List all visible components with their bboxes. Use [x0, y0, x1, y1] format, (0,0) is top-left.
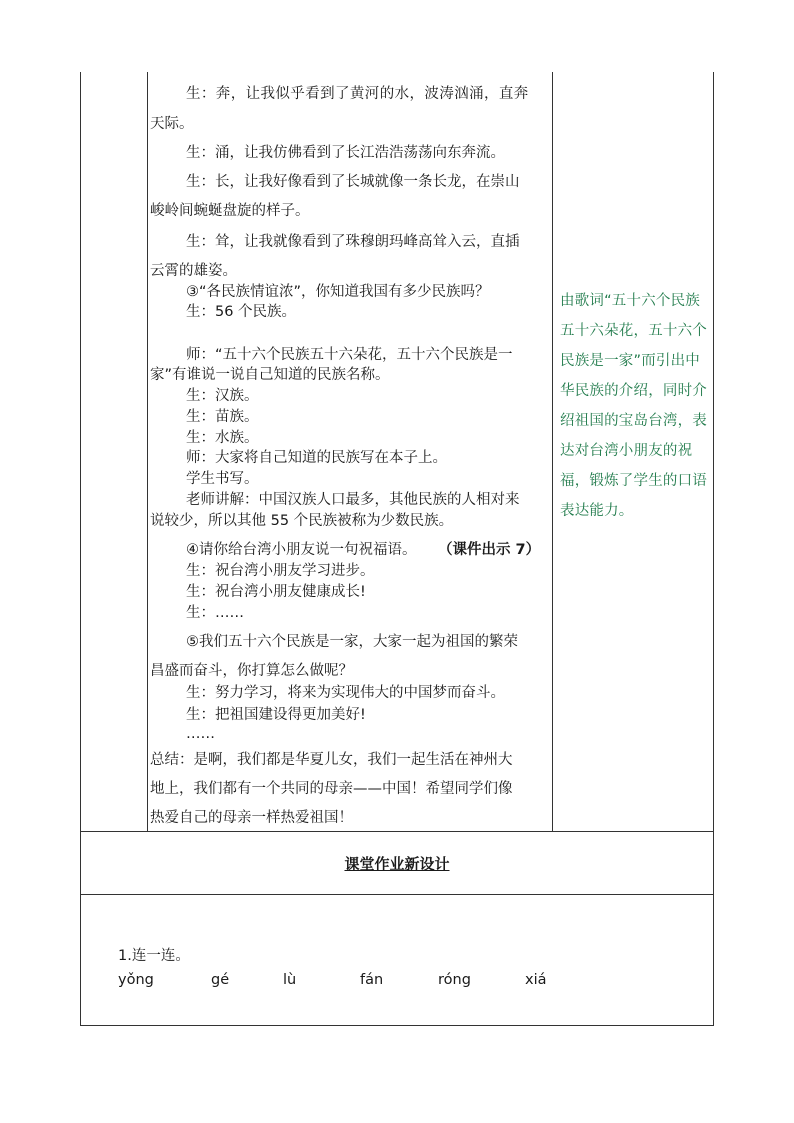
design-note-line: 五十六朵花，五十六个 [560, 323, 707, 339]
content-left-border [147, 72, 148, 832]
pinyin-item: fán [360, 972, 384, 988]
lesson-line: 生：祝台湾小朋友学习进步。 [186, 563, 375, 579]
lesson-line: ③“各民族情谊浓”，你知道我国有多少民族吗？ [186, 284, 490, 300]
right-outer-border [713, 72, 714, 1026]
pinyin-item: gé [211, 972, 230, 988]
design-note-line: 表达能力。 [560, 503, 634, 519]
lesson-line: 生：…… [186, 605, 244, 621]
lesson-line: 生：祝台湾小朋友健康成长! [186, 584, 366, 600]
lesson-line: 生：耸，让我就像看到了珠穆朗玛峰高耸入云，直插 [186, 234, 520, 250]
lesson-line: 家”有谁说一说自己知道的民族名称。 [150, 367, 390, 383]
design-note [560, 286, 718, 526]
lesson-line: 生：汉族。 [186, 388, 259, 404]
lesson-line: 云霄的雄姿。 [150, 263, 237, 279]
design-note-line: 由歌词“五十六个民族 [560, 293, 701, 309]
lesson-line: 说较少，所以其他 55 个民族被称为少数民族。 [150, 513, 454, 529]
homework-question: 1.连一连。 [118, 948, 190, 964]
courseware-hint: （课件出示 7） [438, 542, 541, 558]
lesson-line: 峻岭间蜿蜒盘旋的样子。 [150, 203, 310, 219]
lesson-line: 生：苗族。 [186, 409, 259, 425]
lesson-line: 生：56 个民族。 [186, 304, 297, 320]
lesson-line: 天际。 [150, 116, 194, 132]
lesson-line: ④请你给台湾小朋友说一句祝福语。 [186, 542, 417, 558]
left-outer-border [80, 72, 81, 1026]
design-note-line: 华民族的介绍，同时介 [560, 383, 707, 399]
homework-title: 课堂作业新设计 [344, 855, 450, 873]
lesson-line: 师：大家将自己知道的民族写在本子上。 [186, 450, 447, 466]
pinyin-item: róng [438, 972, 471, 988]
lesson-line: 生：奔，让我似乎看到了黄河的水，波涛汹涌，直奔 [186, 86, 529, 102]
lesson-line: 生：努力学习，将来为实现伟大的中国梦而奋斗。 [186, 685, 505, 701]
row-divider-2 [80, 894, 714, 895]
row-divider-1 [80, 831, 714, 832]
design-note-line: 福，锻炼了学生的口语 [560, 473, 707, 489]
lesson-line: 生：涌，让我仿佛看到了长江浩浩荡荡向东奔流。 [186, 145, 505, 161]
lesson-line: 生：长，让我好像看到了长城就像一条长龙，在崇山 [186, 174, 520, 190]
summary-line: 总结：是啊，我们都是华夏儿女，我们一起生活在神州大 [150, 752, 513, 768]
pinyin-item: xiá [525, 972, 547, 988]
design-note-line: 达对台湾小朋友的祝 [560, 443, 693, 459]
pinyin-item: yǒng [118, 972, 154, 988]
lesson-line: 老师讲解：中国汉族人口最多，其他民族的人相对来 [186, 492, 520, 508]
lesson-line: …… [186, 726, 215, 742]
lesson-line: ⑤我们五十六个民族是一家，大家一起为祖国的繁荣 [186, 634, 518, 650]
lesson-line: 学生书写。 [186, 471, 259, 487]
design-note-line: 民族是一家”而引出中 [560, 353, 701, 369]
lesson-line: 昌盛而奋斗，你打算怎么做呢？ [150, 663, 353, 679]
summary-line: 地上，我们都有一个共同的母亲——中国！希望同学们像 [150, 781, 513, 797]
lesson-line: 生：把祖国建设得更加美好! [186, 707, 366, 723]
lesson-line: 生：水族。 [186, 430, 259, 446]
design-note-line: 绍祖国的宝岛台湾，表 [560, 413, 707, 429]
lesson-line: 师：“五十六个民族五十六朵花，五十六个民族是一 [186, 347, 513, 363]
pinyin-item: lù [283, 972, 297, 988]
summary-line: 热爱自己的母亲一样热爱祖国！ [150, 810, 353, 826]
bottom-border [80, 1025, 714, 1026]
content-right-border [552, 72, 553, 832]
